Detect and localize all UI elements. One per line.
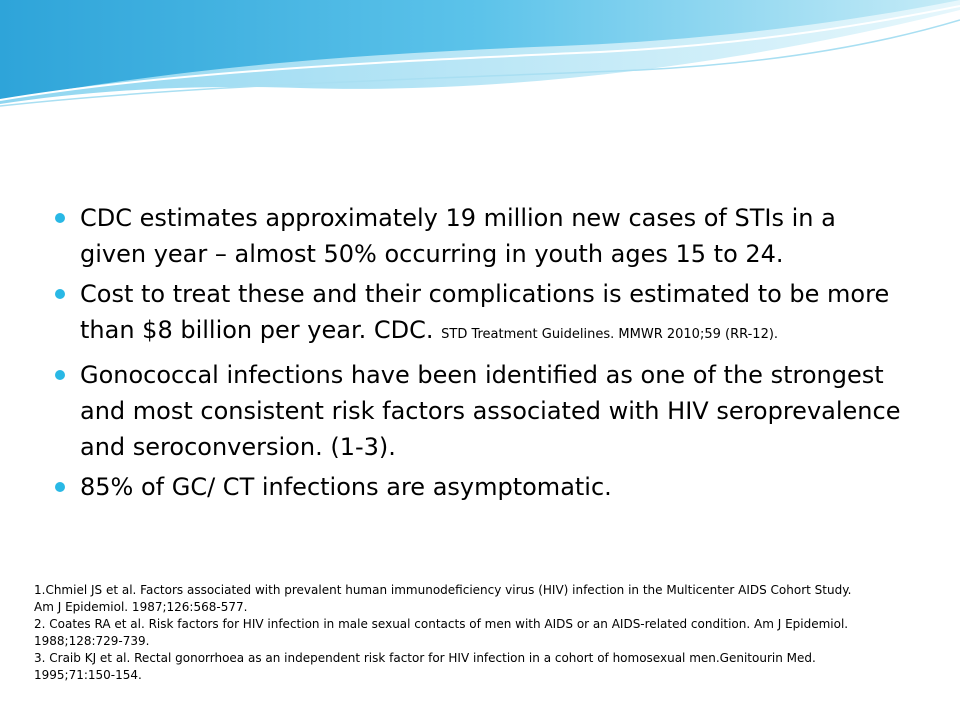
bullet-dot-icon: [55, 213, 65, 223]
reference-line: Am J Epidemiol. 1987;126:568-577.: [34, 600, 248, 614]
wave-header-decoration: [0, 0, 960, 110]
reference-line: 1.Chmiel JS et al. Factors associated with prevalent human immunodeficiency virus (HIV) infection in the Multicenter AIDS Cohort Study.: [34, 583, 852, 597]
bullet-text: Gonococcal infections have been identified as one of the strongest and most consistent risk factors associated with HIV seroprevalence and seroconversion. (1-3).: [80, 361, 901, 461]
bullet-citation: STD Treatment Guidelines. MMWR 2010;59 (RR-12).: [441, 327, 779, 342]
bullet-item: [48, 200, 908, 272]
bullet-text: CDC estimates approximately 19 million new cases of STIs in a given year – almost 50% occurring in youth ages 15 to 24.: [80, 204, 836, 268]
bullet-text: 85% of GC/ CT infections are asymptomatic.: [80, 473, 612, 501]
references: [34, 582, 934, 684]
bullet-dot-icon: [55, 289, 65, 299]
reference-line: 3. Craib KJ et al. Rectal gonorrhoea as an independent risk factor for HIV infection in a cohort of homosexual men.Genitourin Med.: [34, 651, 816, 665]
reference-line: 1988;128:729-739.: [34, 634, 150, 648]
bullet-dot-icon: [55, 370, 65, 380]
bullet-item: [48, 357, 908, 465]
bullet-list: [48, 200, 908, 509]
reference-line: 2. Coates RA et al. Risk factors for HIV infection in male sexual contacts of men with AIDS or an AIDS-related condition. Am J Epidemiol.: [34, 617, 849, 631]
reference-line: 1995;71:150-154.: [34, 668, 142, 682]
bullet-item: [48, 469, 908, 505]
bullet-text: Cost to treat these and their complications is estimated to be more than $8 billion per year. CDC.: [80, 280, 890, 344]
bullet-item: [48, 276, 908, 353]
bullet-dot-icon: [55, 482, 65, 492]
